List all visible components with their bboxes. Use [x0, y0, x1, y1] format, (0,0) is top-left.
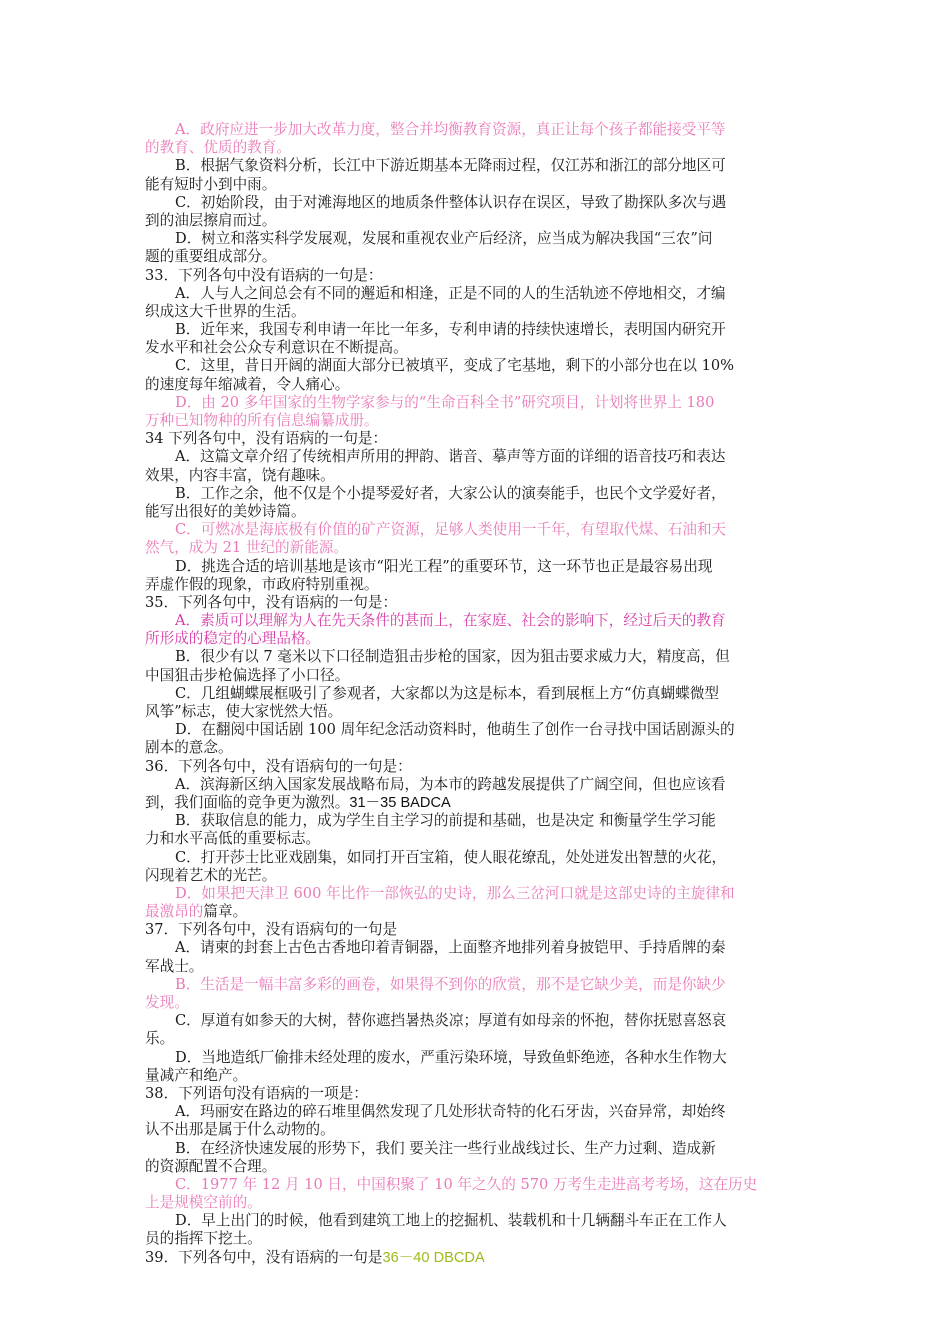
line-text: 弄虚作假的现象，市政府特别重视。: [145, 575, 379, 593]
line-text: 中国狙击步枪偏选择了小口径。: [145, 666, 350, 684]
line-text: D．树立和落实科学发展观，发展和重视农业产后经济，应当成为解决我国“三农”问: [175, 230, 713, 248]
text-line: [145, 1230, 807, 1248]
line-text: B．生活是一幅丰富多彩的画卷，如果得不到你的欣赏，那不是它缺少美，而是你缺少: [175, 975, 726, 993]
line-text: D．由 20 多年国家的生物学家参与的“生命百科全书”研究项目，计划将世界上 180: [175, 393, 715, 411]
text-line: [145, 1012, 807, 1030]
line-text: 闪现着艺术的光芒。: [145, 866, 277, 884]
text-line: [145, 1249, 807, 1267]
text-line: [145, 885, 807, 903]
line-text: 认不出那是属于什么动物的。: [145, 1121, 335, 1139]
line-text: 发现。: [145, 994, 189, 1011]
line-text: A．玛丽安在路边的碎石堆里偶然发现了几处形状奇特的化石牙齿，兴奋异常，却始终: [175, 1103, 726, 1121]
text-line: [145, 1158, 807, 1176]
line-text: D．如果把天津卫 600 年比作一部恢弘的史诗，那么三岔河口就是这部史诗的主旋律和: [175, 884, 735, 902]
text-line: [145, 1103, 807, 1121]
line-text: D．早上出门的时候，他看到建筑工地上的挖掘机、装载机和十几辆翻斗车正在工作人: [175, 1212, 727, 1230]
text-line: [145, 830, 807, 848]
line-text: 所形成的稳定的心理品格。: [145, 630, 321, 648]
line-text: 33．下列各句中没有语病的一句是：: [145, 266, 383, 284]
line-text: 的资源配置不合理。: [145, 1157, 277, 1175]
text-line: [145, 467, 807, 485]
line-text: 万种已知物种的所有信息编纂成册。: [145, 412, 379, 429]
line-text: A．这篇文章介绍了传统相声所用的押韵、谐音、摹声等方面的详细的语音技巧和表达: [175, 448, 726, 466]
text-line: [145, 958, 807, 976]
line-text: A．素质可以理解为人在先天条件的甚而上，在家庭、社会的影响下，经过后天的教育: [175, 612, 726, 630]
text-line: [145, 1121, 807, 1139]
line-text: B．近年来，我国专利申请一年比一年多，专利申请的持续快速增长，表明国内研究开: [175, 321, 726, 339]
text-line: [145, 630, 807, 648]
line-text: C．1977 年 12 月 10 日，中国积聚了 10 年之久的 570 万考生走进高考考场，这在历史: [175, 1175, 758, 1193]
line-text: 到的油层擦肩而过。: [145, 211, 277, 229]
text-line: [145, 194, 807, 212]
text-line: [145, 667, 807, 685]
answer-key: 36－40 DBCDA: [382, 1249, 485, 1266]
line-text: A．请柬的封套上古色古香地印着青铜器，上面整齐地排列着身披铠甲、手持盾牌的秦: [175, 939, 726, 957]
line-tail-text: 篇章。: [203, 903, 248, 921]
line-text: D．在翻阅中国话剧 100 周年纪念活动资料时，他萌生了创作一台寻找中国话剧源头的: [175, 721, 735, 739]
text-line: [145, 703, 807, 721]
text-line: [145, 503, 807, 521]
text-line: [145, 849, 807, 867]
text-line: [145, 303, 807, 321]
line-text: 乐。: [145, 1030, 175, 1048]
text-line: [145, 976, 807, 994]
line-text: C．初始阶段，由于对滩海地区的地质条件整体认识存在误区，导致了勘探队多次与遇: [175, 193, 727, 211]
text-line: [145, 412, 807, 430]
text-line: [145, 1194, 807, 1212]
text-line: [145, 139, 807, 157]
line-text: 38．下列语句没有语病的一项是：: [145, 1084, 368, 1102]
line-text: 最激昂的: [145, 903, 204, 921]
line-text: 剧本的意念。: [145, 739, 233, 757]
text-line: [145, 394, 807, 412]
text-line: [145, 485, 807, 503]
answer-key: 31－35 BADCA: [349, 794, 451, 811]
document-body: [145, 121, 807, 1267]
line-text: C．可燃冰是海底极有价值的矿产资源，足够人类使用一千年，有望取代煤、石油和天: [175, 521, 727, 539]
line-text: 题的重要组成部分。: [145, 248, 277, 266]
line-text: 能有短时小到中雨。: [145, 175, 277, 193]
line-text: 量减产和绝产。: [145, 1066, 248, 1084]
text-line: [145, 648, 807, 666]
line-text: 力和水平高低的重要标志。: [145, 830, 321, 848]
text-line: [145, 339, 807, 357]
line-text: 36．下列各句中，没有语病句的一句是：: [145, 757, 412, 775]
text-line: [145, 267, 807, 285]
line-text: 到，我们面临的竞争更为激烈。: [145, 793, 350, 811]
line-text: 然气，成为 21 世纪的新能源。: [145, 539, 348, 557]
text-line: [145, 776, 807, 794]
text-line: [145, 1030, 807, 1048]
line-text: A．人与人之间总会有不同的邂逅和相逢，正是不同的人的生活轨迹不停地相交，才编: [175, 284, 726, 302]
text-line: [145, 994, 807, 1012]
text-line: [145, 212, 807, 230]
text-line: [145, 903, 807, 921]
text-line: [145, 248, 807, 266]
text-line: [145, 612, 807, 630]
line-text: C．厚道有如参天的大树，替你遮挡暑热炎凉；厚道有如母亲的怀抱，替你抚慰喜怒哀: [175, 1012, 727, 1030]
text-line: [145, 812, 807, 830]
line-text: 34 下列各句中，没有语病的一句是：: [145, 430, 388, 448]
line-text: 效果，内容丰富，饶有趣味。: [145, 466, 335, 484]
text-line: [145, 521, 807, 539]
text-line: [145, 1049, 807, 1067]
text-line: [145, 758, 807, 776]
text-line: [145, 939, 807, 957]
text-line: [145, 1212, 807, 1230]
line-text: B．获取信息的能力，成为学生自主学习的前提和基础，也是决定 和衡量学生学习能: [175, 812, 716, 830]
line-text: 发水平和社会公众专利意识在不断提高。: [145, 339, 408, 357]
text-line: [145, 157, 807, 175]
line-text: B．很少有以 7 毫米以下口径制造狙击步枪的国家，因为狙击要求威力大，精度高，但: [175, 648, 730, 666]
line-text: C．打开莎士比亚戏剧集，如同打开百宝箱，使人眼花缭乱，处处迸发出智慧的火花，: [175, 848, 727, 866]
text-line: [145, 1176, 807, 1194]
text-line: [145, 558, 807, 576]
line-text: B．在经济快速发展的形势下，我们 要关注一些行业战线过长、生产力过剩、造成新: [175, 1139, 716, 1157]
text-line: [145, 230, 807, 248]
text-line: [145, 430, 807, 448]
line-text: 织成这大千世界的生活。: [145, 302, 306, 320]
text-line: [145, 121, 807, 139]
line-text: 能写出很好的美妙诗篇。: [145, 502, 306, 520]
line-text: 39．下列各句中，没有语病的一句是: [145, 1248, 383, 1266]
line-text: D．挑选合适的培训基地是该市“阳光工程”的重要环节，这一环节也正是最容易出现: [175, 557, 713, 575]
line-text: 的教育、优质的教育。: [145, 139, 291, 157]
line-text: C．这里，昔日开阔的湖面大部分已被填平，变成了宅基地，剩下的小部分也在以 10%: [175, 357, 735, 375]
line-text: 37．下列各句中，没有语病句的一句是: [145, 921, 398, 939]
text-line: [145, 576, 807, 594]
line-text: C．几组蝴蝶展框吸引了参观者，大家都以为这是标本，看到展框上方“仿真蝴蝶微型: [175, 684, 720, 702]
line-text: B．根据气象资料分析，长江中下游近期基本无降雨过程，仅江苏和浙江的部分地区可: [175, 157, 726, 175]
line-text: 军战士。: [145, 957, 204, 975]
text-line: [145, 794, 807, 812]
text-line: [145, 1067, 807, 1085]
text-line: [145, 321, 807, 339]
text-line: [145, 685, 807, 703]
text-line: [145, 1140, 807, 1158]
text-line: [145, 739, 807, 757]
line-text: D．当地造纸厂偷排未经处理的废水，严重污染环境，导致鱼虾绝迹，各种水生作物大: [175, 1048, 727, 1066]
text-line: [145, 867, 807, 885]
line-text: A．政府应进一步加大改革力度，整合并均衡教育资源，真正让每个孩子都能接受平等: [175, 121, 726, 138]
line-text: 风筝”标志，使大家恍然大悟。: [145, 703, 343, 720]
text-line: [145, 539, 807, 557]
text-line: [145, 721, 807, 739]
line-text: A．滨海新区纳入国家发展战略布局，为本市的跨越发展提供了广阔空间，但也应该看: [175, 775, 726, 793]
text-line: [145, 376, 807, 394]
line-text: 35．下列各句中，没有语病的一句是：: [145, 593, 398, 611]
line-text: 员的指挥下挖土。: [145, 1230, 262, 1248]
text-line: [145, 448, 807, 466]
line-text: B．工作之余，他不仅是个小提琴爱好者，大家公认的演奏能手，也民个文学爱好者，: [175, 484, 726, 502]
text-line: [145, 921, 807, 939]
text-line: [145, 176, 807, 194]
text-line: [145, 357, 807, 375]
line-text: 上是规模空前的。: [145, 1194, 262, 1212]
text-line: [145, 594, 807, 612]
line-text: 的速度每年缩减着，令人痛心。: [145, 375, 350, 393]
text-line: [145, 1085, 807, 1103]
text-line: [145, 285, 807, 303]
